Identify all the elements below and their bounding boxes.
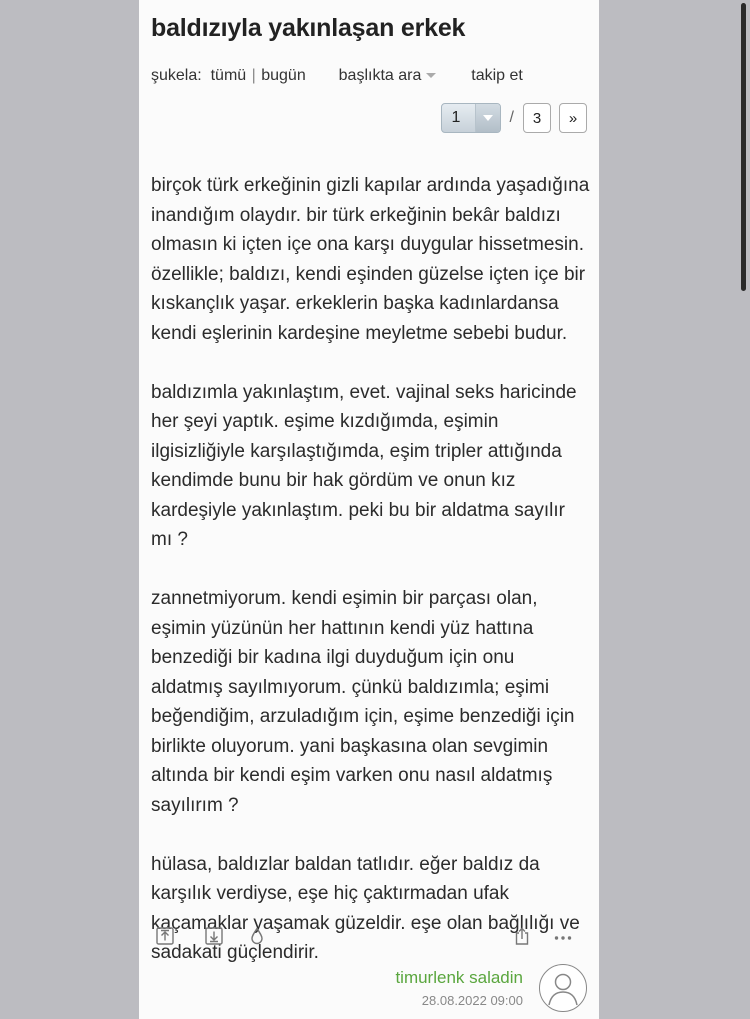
filter-today-link[interactable]: bugün: [261, 67, 306, 84]
pager-slash: /: [509, 109, 514, 126]
more-icon[interactable]: [553, 926, 573, 946]
follow-link[interactable]: takip et: [471, 67, 523, 84]
avatar-icon[interactable]: [539, 964, 587, 1012]
entry-author-block: [395, 968, 523, 1008]
entry-actions: [155, 926, 579, 948]
downvote-icon[interactable]: [204, 926, 224, 946]
pager: [441, 103, 587, 133]
entry-paragraph: hülasa, baldızlar baldan tatlıdır. eğer baldız da karşılık verdiyse, eşe hiç çaktırmadan ufak kaçamaklar yaşamak güzeldir. eşe olan bağlılığı ve sadakati güçlendirir.: [151, 853, 580, 963]
page-select[interactable]: [441, 103, 501, 133]
caret-down-icon: [426, 73, 436, 78]
entry-page: [139, 0, 599, 1019]
filter-separator: |: [251, 67, 256, 84]
entry-paragraph: zannetmiyorum. kendi eşimin bir parçası olan, eşimin yüzünün her hattının kendi yüz hattına benzediği bir kadına ilgi duyduğum için onu aldatmış sayılmıyorum. çünkü baldızımla; eşimi beğendiğim, arzuladığım için, eşime benzediği için birlikte oluyorum. yani başkasına olan sevgimin altında bir kendi eşim varken onu nasıl aldatmış sayılırım ?: [151, 588, 575, 816]
upvote-icon[interactable]: [155, 926, 175, 946]
topic-subnav: [151, 67, 523, 85]
share-icon[interactable]: [512, 926, 532, 946]
topic-title[interactable]: baldızıyla yakınlaşan erkek: [151, 14, 466, 42]
last-page-button[interactable]: 3: [523, 103, 551, 133]
entry-content: [151, 171, 591, 997]
next-page-button[interactable]: »: [559, 103, 587, 133]
filter-all-link[interactable]: tümü: [210, 67, 247, 84]
entry-paragraph: birçok türk erkeğinin gizli kapılar ardında yaşadığına inandığım olaydır. bir türk erkeğinin bekâr baldızı olmasın ki içten içe ona karşı duygular hissetmesin. özellikle; baldızı, kendi eşinden güzelse içten içe bir kıskançlık yaşar. erkeklerin başka kadınlardansa kendi eşlerinin kardeşine meyletme sebebi budur.: [151, 175, 590, 344]
select-arrow-icon: [475, 104, 500, 132]
search-in-topic-label: başlıkta ara: [338, 67, 422, 84]
search-in-topic-dropdown[interactable]: [339, 67, 437, 84]
scrollbar[interactable]: [741, 3, 746, 291]
current-page: 1: [451, 109, 461, 126]
drop-icon[interactable]: [247, 926, 267, 946]
sukela-label: şukela:: [151, 67, 202, 84]
entry-paragraph: baldızımla yakınlaştım, evet. vajinal seks haricinde her şeyi yaptık. eşime kızdığımda, eşimin ilgisizliğiyle karşılaştığımda, eşim tripler attığında kendimde bunu bir hak gördüm ve onun kız kardeşiyle yakınlaştım. peki bu bir aldatma sayılır mı ?: [151, 381, 577, 550]
entry-date[interactable]: 28.08.2022 09:00: [421, 993, 523, 1008]
author-name[interactable]: timurlenk saladin: [395, 968, 523, 987]
